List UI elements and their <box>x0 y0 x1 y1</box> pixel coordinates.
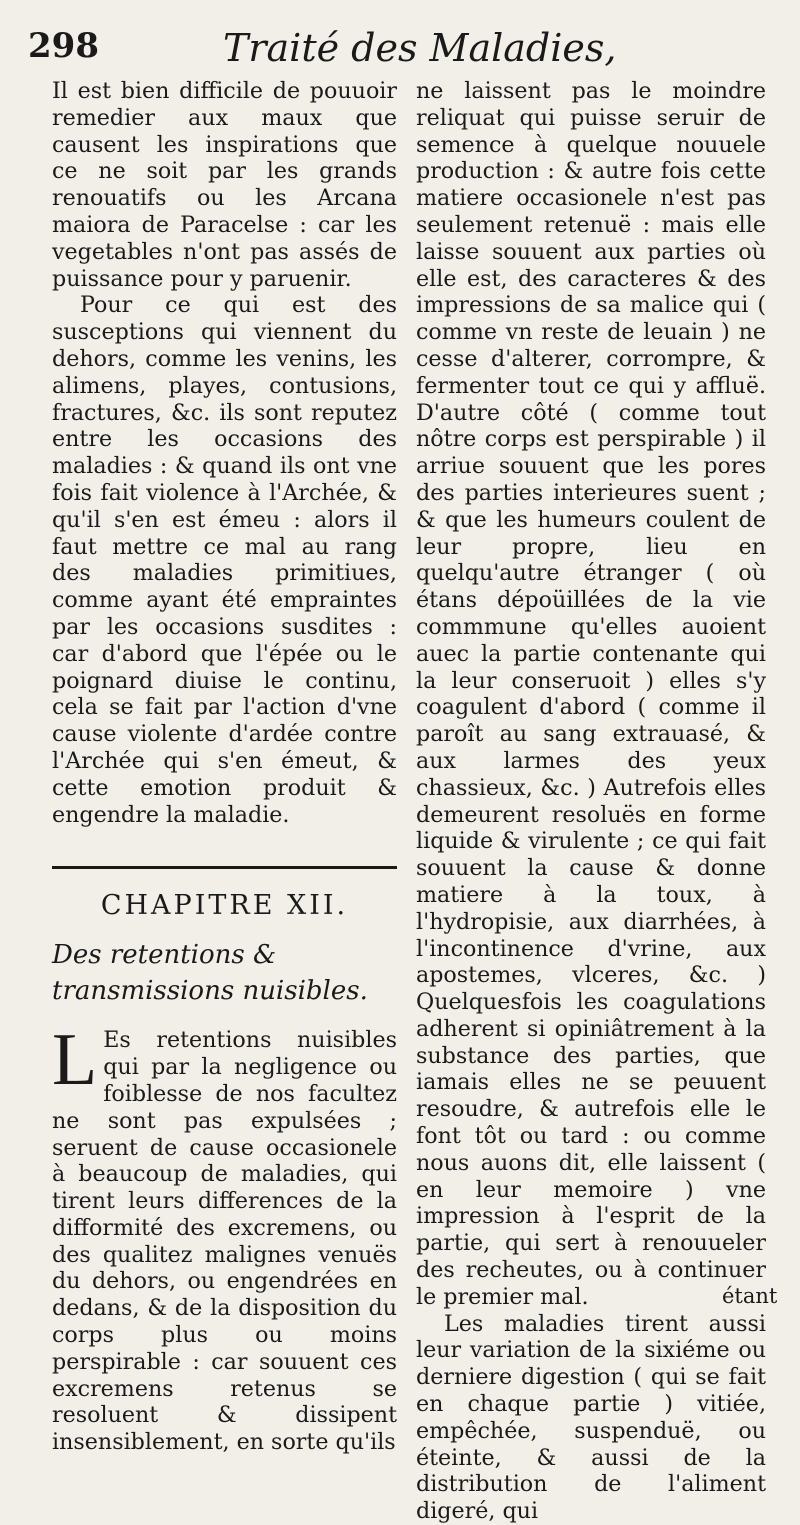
page-number: 298 <box>28 26 99 66</box>
paragraph-reliquat: ne laissent pas le moindre reliquat qui puisse seruir de semence à quelque nouuele production : & autre fois cette matiere occasionele n'est pas seulement retenuë : mais elle laisse souuent aux parties où elle est, des caracteres & des impressions de sa malice qui ( comme vn reste de leuain ) ne cesse d'alterer, corrompre, & fermenter tout ce qui y affluë. D'autre côté ( comme tout nôtre corps est perspirable ) il arriue souuent que les pores des parties interieures suent ; & que les humeurs coulent de leur propre, lieu en quelqu'autre étranger ( où étans dépoüillées de la vie commmune qu'elles auoient auec la partie contenante qui la leur conseruoit ) elles s'y coagulent d'abord ( comme il paroît au sang extrauasé, & aux larmes des yeux chassieux, &c. ) Autrefois elles demeurent resoluës en forme liquide & virulente ; ce qui fait souuent la cause & donne matiere à la toux, à l'hydropisie, aux diarrhées, à l'incontinence d'vrine, aux apostemes, vlceres, &c. ) Quelquesfois les coagulations adherent si opiniâtrement à la substance des parties, que iamais elles ne se peuuent resoudre, & autrefois elle le font tôt ou tard : ou comme nous auons dit, elle laissent ( en leur memoire ) vne impression à l'esprit de la partie, qui sert à renouueler des recheutes, ou à continuer le premier mal. <box>416 78 766 1310</box>
chapter-subtitle: Des retentions & transmissions nuisibles. <box>52 940 368 1007</box>
paragraph-inspirations: Il est bien difficile de pouuoir remedier aux maux que causent les inspirations que ce ne soit par les grands renouatifs ou les Arcana maiora de Paracelse : car les vegetables n'ont pas assés de puissance pour y paruenir. <box>52 78 397 292</box>
paragraph-retentions <box>52 1019 397 1456</box>
catchword: étant <box>722 1284 778 1308</box>
paragraph-variation: Les maladies tirent aussi leur variation de la sixiéme ou derniere digestion ( qui se fait en chaque partie ) vitiée, empêchée, suspenduë, ou éteinte, & aussi de la distribution de l'aliment digeré, qui <box>416 1310 766 1525</box>
page-header <box>28 26 768 82</box>
running-head: Traité des Maladies, <box>223 26 617 70</box>
section-divider <box>52 866 397 869</box>
paragraph-retentions-text: Es retentions nuisibles qui par la negligence ou foiblesse de nos facultez ne sont pas expulsées ; seruent de cause occasionele à beaucoup de maladies, qui tirent leurs differences de la difformité des excremens, ou des qualitez malignes venuës du dehors, ou engendrées en dedans, & de la disposition du corps plus ou moins perspirable : car souuent ces excremens retenus se resoluent & dissipent insensiblement, en sorte qu'ils <box>52 1027 397 1456</box>
drop-cap: L <box>52 1019 98 1102</box>
paragraph-susceptions: Pour ce qui est des susceptions qui viennent du dehors, comme les venins, les alimens, playes, contusions, fractures, &c. ils sont reputez entre les occasions des maladies : & quand ils ont vne fois fait violence à l'Archée, & qu'il s'en est émeu : alors il faut mettre ce mal au rang des maladies primitiues, comme ayant été empraintes par les occasions susdites : car d'abord que l'épée ou le poignard diuise le continu, cela se fait par l'action d'vne cause violente d'ardée contre l'Archée qui s'en émeut, & cette emotion produit & engendre la maladie. <box>52 292 397 828</box>
left-column <box>52 78 397 1456</box>
right-column <box>416 78 766 1525</box>
chapter-title: CHAPITRE XII. <box>100 890 349 922</box>
